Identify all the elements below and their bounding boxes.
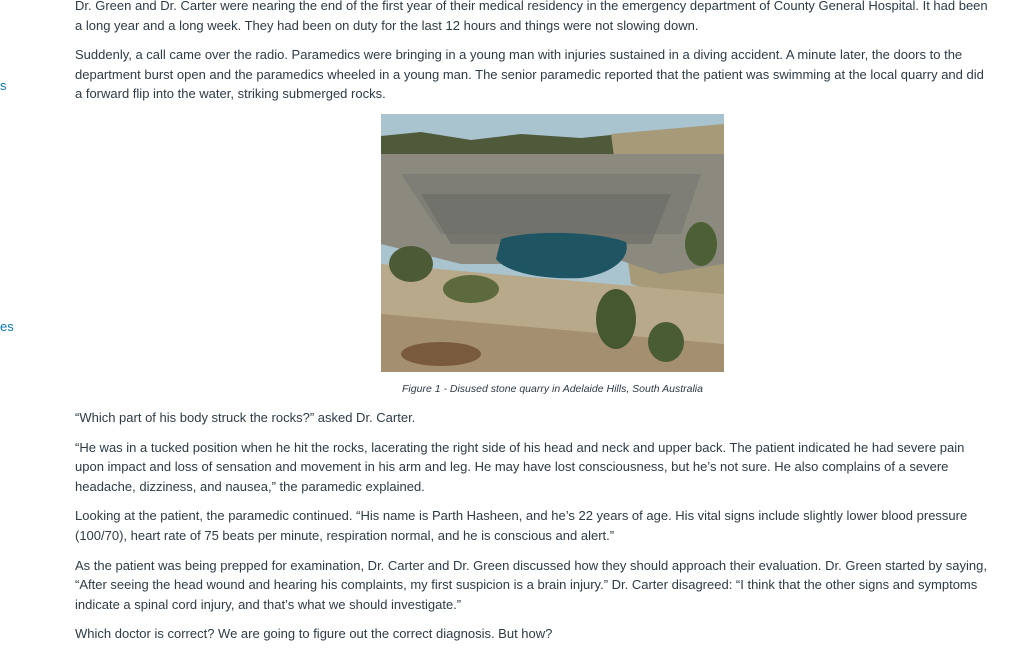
quarry-photo xyxy=(381,114,724,372)
figure xyxy=(75,114,990,396)
story-paragraph: Looking at the patient, the paramedic continued. “His name is Parth Hasheen, and he’s 22 years of age. His vital signs include slightly lower blood pressure (100/70), heart rate of 75 beats per minute, respiration normal, and he is conscious and alert.” xyxy=(75,508,968,543)
story-paragraph: Suddenly, a call came over the radio. Paramedics were bringing in a young man with injuries sustained in a diving accident. A minute later, the doors to the department burst open and the paramedics wheeled in a young man. The senior paramedic reported that the patient was swimming at the local quarry and did a forward flip into the water, striking submerged rocks. xyxy=(75,47,984,102)
sidebar-link-fragment[interactable]: es xyxy=(0,319,14,334)
story-paragraph: Dr. Green and Dr. Carter were nearing the end of the first year of their medical residency in the emergency department of County General Hospital. It had been a long year and a long week. They had been on duty for the last 12 hours and things were not slowing down. xyxy=(75,0,988,33)
story-paragraph: “He was in a tucked position when he hit the rocks, lacerating the right side of his head and neck and upper back. The patient indicated he had severe pain upon impact and loss of sensation and movement in his arm and leg. He may have lost consciousness, but he’s not sure. He also complains of a severe headache, dizziness, and nausea,” the paramedic explained. xyxy=(75,439,965,494)
story-paragraph: As the patient was being prepped for examination, Dr. Carter and Dr. Green discussed how they should approach their evaluation. Dr. Green started by saying, “After seeing the head wound and hearing his complaints, my first suspicion is a brain injury.” Dr. Carter disagreed: “I think that the other signs and symptoms indicate a spinal cord injury, and that’s what we should investigate.” xyxy=(75,557,987,612)
sidebar-link-fragment[interactable]: s xyxy=(0,78,7,93)
figure-caption: Figure 1 - Disused stone quarry in Adelaide Hills, South Australia xyxy=(402,382,703,395)
page-content xyxy=(75,0,990,654)
story-paragraph: Which doctor is correct? We are going to figure out the correct diagnosis. But how? xyxy=(75,626,553,642)
story-paragraph: “Which part of his body struck the rocks?” asked Dr. Carter. xyxy=(75,409,416,425)
